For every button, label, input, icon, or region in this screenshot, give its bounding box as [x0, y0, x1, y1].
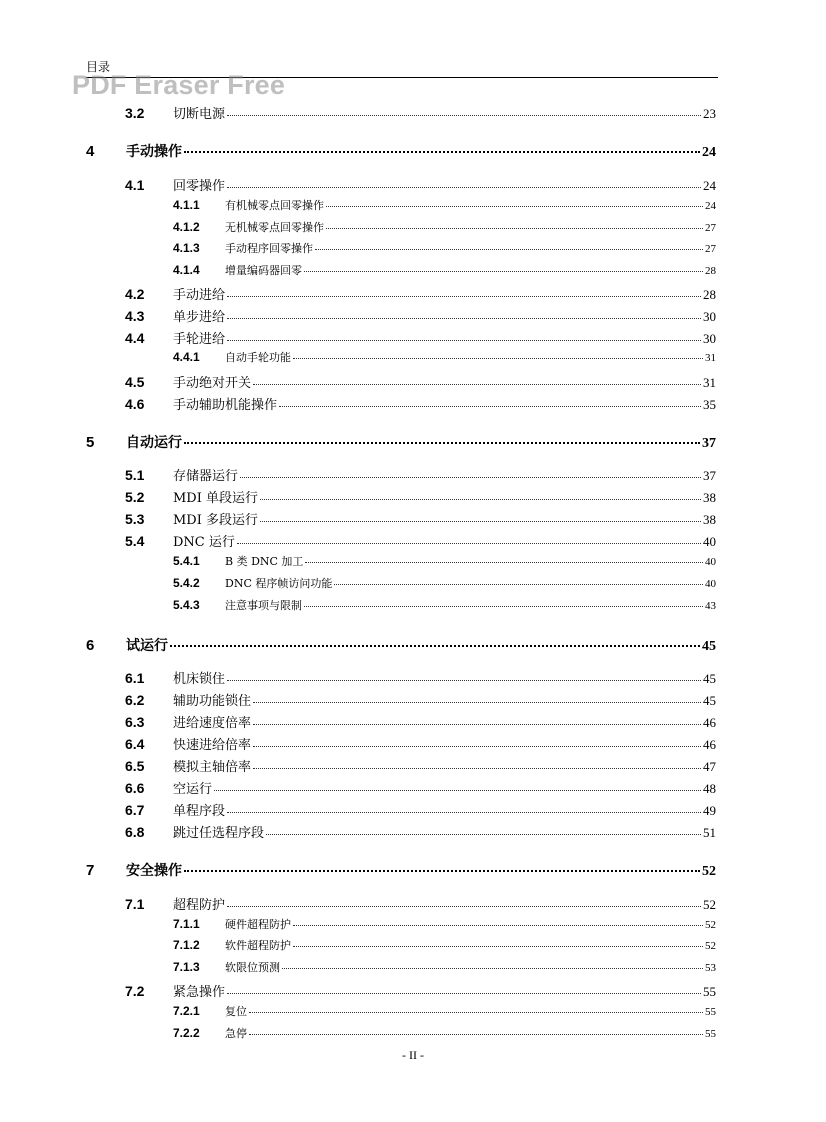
toc-dot-leader	[260, 499, 701, 500]
toc-entry[interactable]	[86, 635, 716, 655]
toc-dot-leader	[326, 206, 703, 207]
toc-entry[interactable]	[173, 937, 716, 953]
toc-entry-page: 45	[702, 639, 716, 654]
toc-entry-number: 7.1	[125, 896, 145, 912]
toc-entry[interactable]	[86, 860, 716, 880]
toc-entry[interactable]	[125, 284, 716, 303]
toc-entry-number: 5.2	[125, 489, 145, 505]
toc-entry-page: 55	[703, 984, 716, 999]
toc-entry-page: 51	[703, 825, 716, 840]
toc-entry-number: 6	[86, 637, 95, 654]
toc-entry-title: 辅助功能锁住	[173, 694, 252, 709]
toc-entry-number: 5.4	[125, 533, 145, 549]
toc-entry-number: 6.1	[125, 670, 145, 686]
toc-dot-leader	[170, 645, 700, 647]
toc-entry-title: MDI 单段运行	[173, 491, 259, 506]
toc-entry-number: 3.2	[125, 105, 145, 121]
toc-entry-page: 24	[702, 145, 716, 160]
page-number: - II -	[402, 1048, 424, 1062]
toc-entry-number: 4.1.2	[173, 220, 200, 234]
toc-entry-title: 快速进给倍率	[173, 738, 252, 753]
toc-entry-number: 5.1	[125, 467, 145, 483]
toc-dot-leader	[253, 724, 701, 725]
toc-entry-title: 手轮进给	[173, 332, 226, 347]
toc-entry-page: 48	[703, 781, 716, 796]
toc-entry-number: 7.1.2	[173, 938, 200, 952]
toc-entry-number: 4.1.4	[173, 263, 200, 277]
toc-entry-number: 6.3	[125, 714, 145, 730]
toc-entry-number: 7.2.1	[173, 1004, 200, 1018]
toc-entry-title: 手动程序回零操作	[225, 242, 313, 255]
toc-entry-page: 28	[705, 265, 716, 277]
toc-entry[interactable]	[173, 240, 716, 256]
toc-entry[interactable]	[125, 690, 716, 709]
toc-entry-number: 6.8	[125, 824, 145, 840]
toc-entry-title: 回零操作	[173, 179, 226, 194]
toc-entry-title: 安全操作	[126, 863, 182, 879]
toc-entry-title: 有机械零点回零操作	[225, 199, 324, 212]
toc-entry-number: 4.1.3	[173, 241, 200, 255]
toc-dot-leader	[237, 543, 701, 544]
toc-entry[interactable]	[173, 219, 716, 235]
toc-entry[interactable]	[173, 575, 716, 591]
toc-entry[interactable]	[173, 197, 716, 213]
toc-dot-leader	[184, 442, 700, 444]
toc-dot-leader	[249, 1012, 703, 1013]
toc-entry[interactable]	[125, 465, 716, 484]
toc-entry-number: 7.2	[125, 983, 145, 999]
toc-entry-page: 27	[705, 222, 716, 234]
toc-entry-title: 软件超程防护	[225, 939, 291, 952]
toc-entry-page: 53	[705, 962, 716, 974]
toc-dot-leader	[240, 477, 701, 478]
toc-entry[interactable]	[173, 262, 716, 278]
toc-entry-title: 紧急操作	[173, 985, 226, 1000]
toc-entry-page: 49	[703, 803, 716, 818]
toc-entry[interactable]	[125, 372, 716, 391]
toc-entry[interactable]	[125, 487, 716, 506]
toc-dot-leader	[293, 358, 703, 359]
toc-entry-number: 5.4.3	[173, 598, 200, 612]
toc-entry-title: 无机械零点回零操作	[225, 221, 324, 234]
toc-entry-number: 5.3	[125, 511, 145, 527]
toc-dot-leader	[304, 271, 703, 272]
toc-entry-page: 45	[703, 693, 716, 708]
toc-entry-title: B 类 DNC 加工	[225, 555, 304, 568]
toc-dot-leader	[184, 870, 700, 872]
toc-entry-title: 软限位预测	[225, 961, 280, 974]
toc-entry-title: 注意事项与限制	[225, 599, 302, 612]
toc-dot-leader	[227, 340, 701, 341]
toc-entry-title: 手动进给	[173, 288, 226, 303]
toc-entry[interactable]	[173, 349, 716, 365]
toc-entry-page: 47	[703, 759, 716, 774]
toc-entry[interactable]	[125, 734, 716, 753]
toc-dot-leader	[266, 834, 701, 835]
toc-entry-number: 4.1	[125, 177, 145, 193]
toc-entry-page: 40	[703, 534, 716, 549]
toc-dot-leader	[227, 187, 701, 188]
toc-dot-leader	[282, 968, 703, 969]
toc-entry-number: 6.4	[125, 736, 145, 752]
toc-entry-page: 24	[703, 178, 716, 193]
toc-entry-number: 6.5	[125, 758, 145, 774]
toc-entry[interactable]	[125, 778, 716, 797]
toc-dot-leader	[304, 606, 703, 607]
toc-entry-title: 切断电源	[173, 107, 226, 122]
toc-entry-page: 23	[703, 106, 716, 121]
toc-entry-number: 5.4.2	[173, 576, 200, 590]
toc-dot-leader	[227, 812, 701, 813]
toc-entry-number: 5.4.1	[173, 554, 200, 568]
toc-entry-number: 4.2	[125, 286, 145, 302]
toc-entry-page: 40	[705, 578, 716, 590]
toc-entry-number: 4.4	[125, 330, 145, 346]
toc-entry-title: 手动操作	[126, 144, 182, 160]
toc-dot-leader	[334, 584, 703, 585]
toc-entry-title: 手动辅助机能操作	[173, 398, 278, 413]
toc-entry-number: 7.1.1	[173, 917, 200, 931]
watermark: PDF Eraser Free	[72, 70, 286, 100]
toc-entry-page: 46	[703, 715, 716, 730]
toc-entry[interactable]	[86, 141, 716, 161]
toc-entry-number: 4.4.1	[173, 350, 200, 364]
toc-dot-leader	[253, 702, 701, 703]
toc-entry-title: 进给速度倍率	[173, 716, 252, 731]
toc-entry-number: 7	[86, 862, 95, 879]
toc-entry-page: 30	[703, 331, 716, 346]
toc-entry-page: 55	[705, 1028, 716, 1040]
toc-entry[interactable]	[125, 712, 716, 731]
toc-entry-title: 增量编码器回零	[225, 264, 302, 277]
toc-entry-page: 38	[703, 512, 716, 527]
toc-entry-page: 31	[703, 375, 716, 390]
toc-entry-page: 43	[705, 600, 716, 612]
toc-entry[interactable]	[173, 1025, 716, 1041]
toc-entry-page: 45	[703, 671, 716, 686]
toc-entry-title: 跳过任选程序段	[173, 826, 265, 841]
toc-dot-leader	[315, 249, 703, 250]
toc-entry-title: 存储器运行	[173, 469, 239, 484]
toc-entry-number: 4.3	[125, 308, 145, 324]
toc-dot-leader	[227, 296, 701, 297]
toc-entry-page: 24	[705, 200, 716, 212]
toc-entry[interactable]	[125, 756, 716, 775]
toc-entry-page: 37	[702, 436, 716, 451]
toc-dot-leader	[326, 228, 703, 229]
toc-entry[interactable]	[125, 175, 716, 194]
toc-entry-title: 自动手轮功能	[225, 351, 291, 364]
toc-entry-number: 6.6	[125, 780, 145, 796]
toc-entry-title: 空运行	[173, 782, 213, 797]
toc-entry-page: 52	[705, 919, 716, 931]
toc-entry-page: 52	[705, 940, 716, 952]
toc-dot-leader	[293, 925, 703, 926]
toc-dot-leader	[227, 906, 701, 907]
toc-entry-title: 硬件超程防护	[225, 918, 291, 931]
toc-entry-title: DNC 程序帧访问功能	[225, 577, 333, 590]
toc-entry[interactable]	[173, 1003, 716, 1019]
toc-dot-leader	[253, 768, 701, 769]
toc-entry-number: 6.2	[125, 692, 145, 708]
toc-entry-page: 40	[705, 556, 716, 568]
toc-entry[interactable]	[125, 822, 716, 841]
toc-entry-number: 7.2.2	[173, 1026, 200, 1040]
toc-entry-title: 机床锁住	[173, 672, 226, 687]
header-title: 目录	[86, 60, 111, 74]
toc-dot-leader	[227, 318, 701, 319]
toc-entry-page: 37	[703, 468, 716, 483]
toc-entry-page: 35	[703, 397, 716, 412]
toc-entry-page: 28	[703, 287, 716, 302]
toc-entry-number: 4.1.1	[173, 198, 200, 212]
toc-entry-number: 6.7	[125, 802, 145, 818]
toc-entry-title: 试运行	[126, 638, 168, 654]
toc-entry[interactable]	[125, 531, 716, 550]
toc-entry-title: MDI 多段运行	[173, 513, 259, 528]
toc-dot-leader	[279, 406, 701, 407]
toc-entry-page: 38	[703, 490, 716, 505]
toc-entry-title: 超程防护	[173, 898, 226, 913]
toc-dot-leader	[293, 946, 703, 947]
toc-entry[interactable]	[173, 959, 716, 975]
toc-dot-leader	[253, 746, 701, 747]
toc-entry-page: 55	[705, 1006, 716, 1018]
toc-entry-title: 急停	[225, 1027, 247, 1040]
toc-entry-number: 4	[86, 143, 95, 160]
toc-entry-number: 5	[86, 434, 95, 451]
toc-entry[interactable]	[125, 894, 716, 913]
toc-entry[interactable]	[125, 509, 716, 528]
toc-entry-title: 手动绝对开关	[173, 376, 252, 391]
toc-entry-page: 30	[703, 309, 716, 324]
toc-entry[interactable]	[173, 916, 716, 932]
toc-entry-title: 复位	[225, 1005, 247, 1018]
toc-dot-leader	[227, 115, 701, 116]
toc-entry[interactable]	[125, 668, 716, 687]
toc-entry[interactable]	[125, 103, 716, 122]
toc-entry[interactable]	[125, 981, 716, 1000]
toc-dot-leader	[305, 562, 703, 563]
toc-entry-page: 52	[702, 864, 716, 879]
toc-entry[interactable]	[125, 306, 716, 325]
toc-dot-leader	[227, 993, 701, 994]
toc-entry-title: 单步进给	[173, 310, 226, 325]
toc-entry-number: 7.1.3	[173, 960, 200, 974]
toc-entry-title: 单程序段	[173, 804, 226, 819]
toc-entry[interactable]	[125, 394, 716, 413]
toc-dot-leader	[253, 384, 701, 385]
toc-entry-page: 46	[703, 737, 716, 752]
toc-entry-page: 27	[705, 243, 716, 255]
toc-entry-title: DNC 运行	[173, 535, 235, 550]
toc-entry-number: 4.5	[125, 374, 145, 390]
toc-entry-title: 模拟主轴倍率	[173, 760, 252, 775]
toc-entry[interactable]	[125, 800, 716, 819]
toc-entry-page: 31	[705, 352, 716, 364]
toc-dot-leader	[227, 680, 701, 681]
toc-entry-number: 4.6	[125, 396, 145, 412]
toc-dot-leader	[249, 1034, 703, 1035]
toc-entry[interactable]	[173, 597, 716, 613]
toc-entry[interactable]	[86, 432, 716, 452]
toc-entry[interactable]	[173, 553, 716, 569]
toc-dot-leader	[260, 521, 701, 522]
toc-dot-leader	[214, 790, 701, 791]
toc-entry-page: 52	[703, 897, 716, 912]
toc-entry-title: 自动运行	[126, 435, 182, 451]
toc-entry[interactable]	[125, 328, 716, 347]
toc-dot-leader	[184, 151, 700, 153]
